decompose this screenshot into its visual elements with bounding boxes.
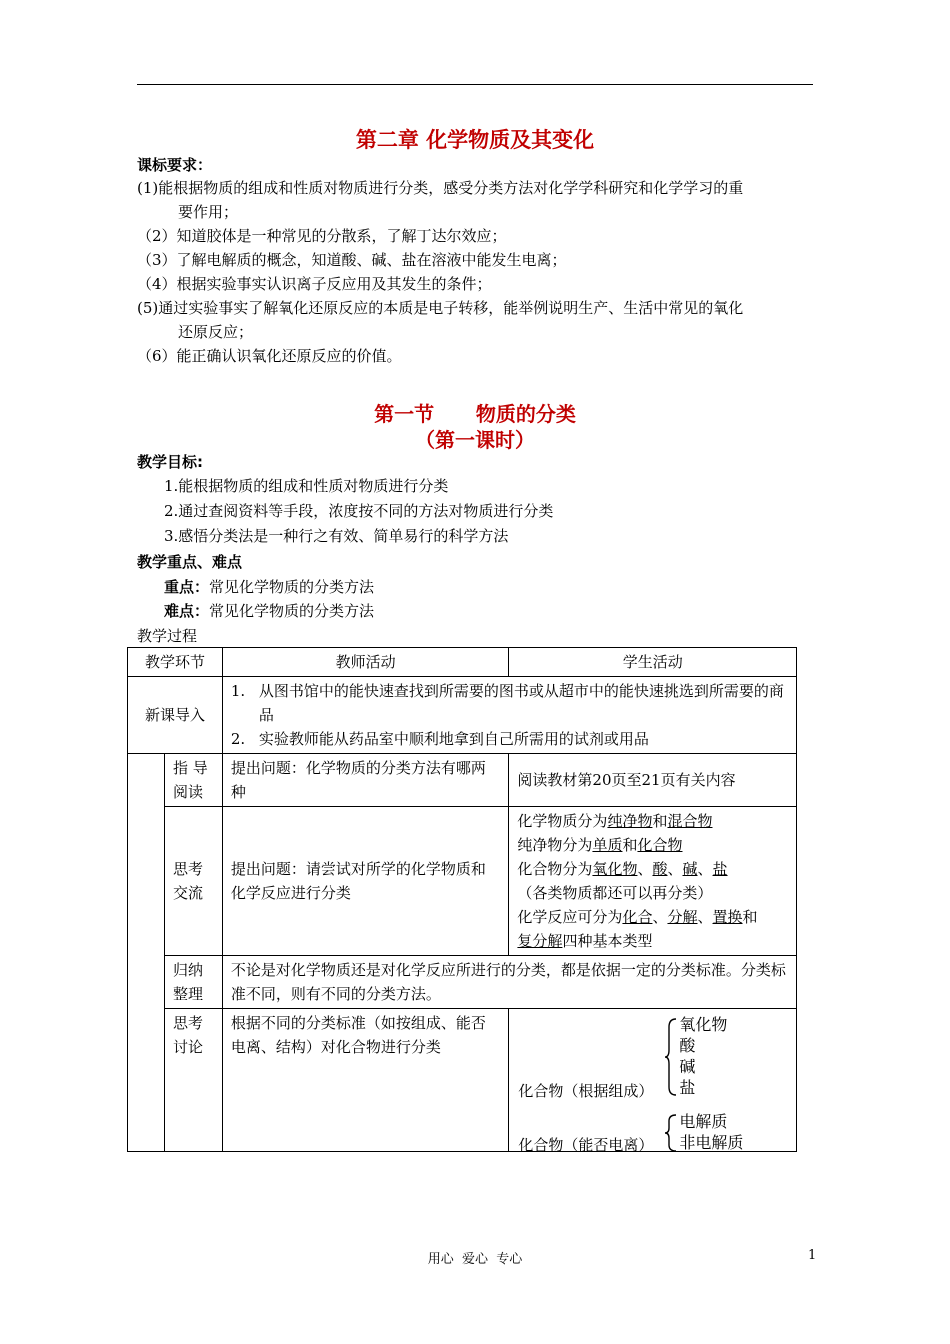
curriculum-list — [137, 176, 817, 368]
classification-cell — [509, 1009, 797, 1152]
stage-cell: 思考 交流 — [164, 807, 222, 956]
header-student: 学生活动 — [509, 648, 797, 677]
page-number: 1 — [808, 1248, 817, 1263]
curriculum-item: （2）知道胶体是一种常见的分散系，了解丁达尔效应； — [137, 227, 507, 245]
curriculum-item: 要作用； — [178, 203, 239, 221]
table-row — [128, 956, 797, 1009]
hard-point-label: 难点： — [164, 602, 210, 620]
student-cell: 阅读教材第20页至21页有关内容 — [509, 754, 797, 807]
curriculum-item: （6）能正确认识氧化还原反应的价值。 — [137, 347, 402, 365]
group1-label: 化合物（根据组成） — [518, 1082, 654, 1100]
header-rule — [137, 84, 813, 85]
curriculum-heading: 课标要求： — [137, 156, 213, 174]
key-point — [164, 576, 374, 597]
student-cell: 化学物质分为纯净物和混合物 纯净物分为单质和化合物 化合物分为氧化物、酸、碱、盐 （各类物质都还可以再分类） 化学反应可分为化合、分解、置换和 复分解四种基本类型 — [509, 807, 797, 956]
brace-icon — [664, 1017, 678, 1097]
section-subtitle: （第一课时） — [415, 428, 535, 452]
group1-brace — [664, 1017, 678, 1104]
curriculum-item: （4）根据实验事实认识离子反应用及其发生的条件； — [137, 275, 492, 293]
list-item: 2. 实验教师能从药品室中顺利地拿到自己所需用的试剂或用品 — [230, 730, 649, 748]
teacher-cell: 提出问题：化学物质的分类方法有哪两种 — [222, 754, 509, 807]
chapter-title: 第二章 化学物质及其变化 — [355, 128, 595, 152]
summary-cell: 不论是对化学物质还是对化学反应所进行的分类，都是依据一定的分类标准。分类标准不同，则有不同的分类方法。 — [222, 956, 796, 1009]
hard-point — [164, 600, 374, 621]
header-stage: 教学环节 — [128, 648, 223, 677]
blank-cell — [128, 754, 165, 1152]
teacher-cell: 根据不同的分类标准（如按组成、能否电离、结构）对化合物进行分类 — [222, 1009, 509, 1152]
goal-item: 2.通过查阅资料等手段，浓度按不同的方法对物质进行分类 — [164, 502, 554, 520]
stage-cell: 归纳 整理 — [164, 956, 222, 1009]
table-row — [128, 807, 797, 956]
group2-label: 化合物（能否电离） — [518, 1136, 654, 1154]
curriculum-item: (1)能根据物质的组成和性质对物质进行分类，感受分类方法对化学学科研究和化学学习的重 — [137, 179, 744, 197]
teacher-cell: 提出问题：请尝试对所学的化学物质和化学反应进行分类 — [222, 807, 509, 956]
list-item: 1. 从图书馆中的能快速查找到所需要的图书或从超市中的能快速挑选到所需要的商品 — [230, 682, 784, 724]
table-row — [128, 754, 797, 807]
table-row — [128, 677, 797, 754]
table-header-row — [128, 648, 797, 677]
group2-items: 电解质 非电解质 — [679, 1112, 744, 1152]
group2-brace — [664, 1113, 678, 1160]
brace-icon — [664, 1113, 678, 1153]
stage-cell: 新课导入 — [128, 677, 223, 754]
process-heading: 教学过程 — [137, 627, 198, 645]
process-table — [127, 647, 797, 1152]
curriculum-item: (5)通过实验事实了解氧化还原反应的本质是电子转移，能举例说明生产、生活中常见的氧化 — [137, 299, 744, 317]
goal-item: 3.感悟分类法是一种行之有效、简单易行的科学方法 — [164, 527, 509, 545]
footer-text: 用心 爱心 专心 — [427, 1252, 523, 1267]
goals-heading: 教学目标: — [137, 453, 203, 471]
group1-items: 氧化物 酸 碱 盐 — [679, 1015, 728, 1097]
curriculum-item: （3）了解电解质的概念，知道酸、碱、盐在溶液中能发生电离； — [137, 251, 567, 269]
stage-cell: 指 导 阅读 — [164, 754, 222, 807]
keypoints-heading: 教学重点、难点 — [137, 553, 243, 571]
header-teacher: 教师活动 — [222, 648, 509, 677]
curriculum-item: 还原反应； — [178, 323, 254, 341]
key-point-label: 重点： — [164, 578, 210, 596]
hard-point-text: 常见化学物质的分类方法 — [209, 602, 375, 620]
table-row — [128, 1009, 797, 1152]
intro-cell — [222, 677, 796, 754]
goal-item: 1.能根据物质的组成和性质对物质进行分类 — [164, 477, 449, 495]
key-point-text: 常见化学物质的分类方法 — [209, 578, 375, 596]
section-title: 第一节 物质的分类 — [374, 402, 576, 426]
stage-cell: 思考 讨论 — [164, 1009, 222, 1152]
